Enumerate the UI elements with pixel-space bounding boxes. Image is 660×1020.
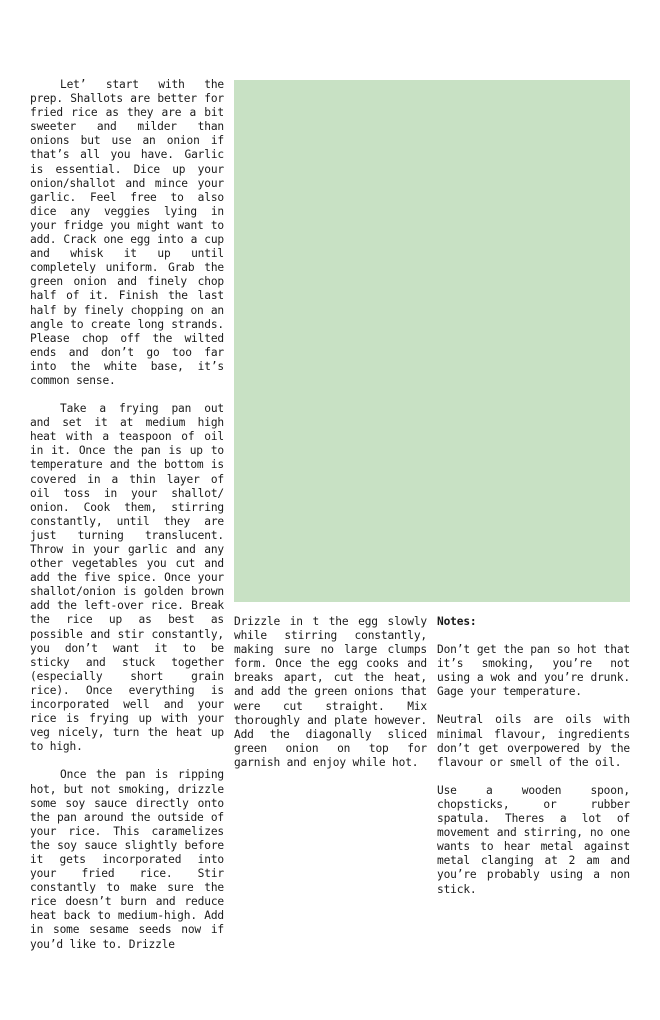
soy-sauce-paragraph: Once the pan is ripping hot, but not smoking, drizzle some soy sauce directly onto the pan around the outside of your rice. This caramelizes the soy sauce slightly before it gets incorporated into your fried rice. Stir constantly to make sure the rice doesn’t burn and reduce heat back to medium-high. Add in some sesame seeds now if you’d like to. Drizzle — [30, 768, 224, 951]
frying-paragraph: Take a frying pan out and set it at medium high heat with a teaspoon of oil in it. Once the pan is up to temperature and the bottom is covered in a thin layer of oil toss in your shallot/ onion. Cook them, stirring constantly, until they are just turning translucent. Throw in your garlic and any other vegetables you cut and add the five spice. Once your shallot/onion is golden brown add the left-over rice. Break the rice up as best as possible and stir constantly, you don’t want it to be sticky and stuck together (especially short grain rice). Once everything is incorporated well and your rice is frying up with your veg nicely, turn the heat up to high. — [30, 402, 224, 754]
note-utensils: Use a wooden spoon, chopsticks, or rubber spatula. Theres a lot of movement and stirring, no one wants to hear metal against metal clanging at 2 am and you’re probably using a non stick. — [437, 783, 630, 896]
egg-paragraph: Drizzle in t the egg slowly while stirring constantly, making sure no large clumps form. Once the egg cooks and breaks apart, cut the heat, and add the green onions that were cut straight. Mix thoroughly and plate however. Add the diagonally sliced green onion on top for garnish and enjoy while hot. — [234, 615, 427, 769]
recipe-image-placeholder — [234, 80, 630, 602]
prep-paragraph: Let’ start with the prep. Shallots are better for fried rice as they are a bit sweeter and milder than onions but use an onion if that’s all you have. Garlic is essential. Dice up your onion/shallot and mince your garlic. Feel free to also dice any veggies lying in your fridge you might want to add. Crack one egg into a cup and whisk it up until completely uniform. Grab the green onion and finely chop half of it. Finish the last half by finely chopping on an angle to create long strands. Please chop off the wilted ends and don’t go too far into the white base, it’s common sense. — [30, 78, 224, 387]
notes-column — [437, 615, 630, 897]
notes-heading: Notes: — [437, 615, 477, 628]
note-neutral-oils: Neutral oils are oils with minimal flavour, ingredients don’t get overpowered by the flavour or smell of the oil. — [437, 713, 630, 769]
note-temperature: Don’t get the pan so hot that it’s smoking, you’re not using a wok and you’re drunk. Gage your temperature. — [437, 643, 630, 699]
recipe-left-column — [30, 78, 224, 952]
recipe-middle-column — [234, 615, 427, 770]
